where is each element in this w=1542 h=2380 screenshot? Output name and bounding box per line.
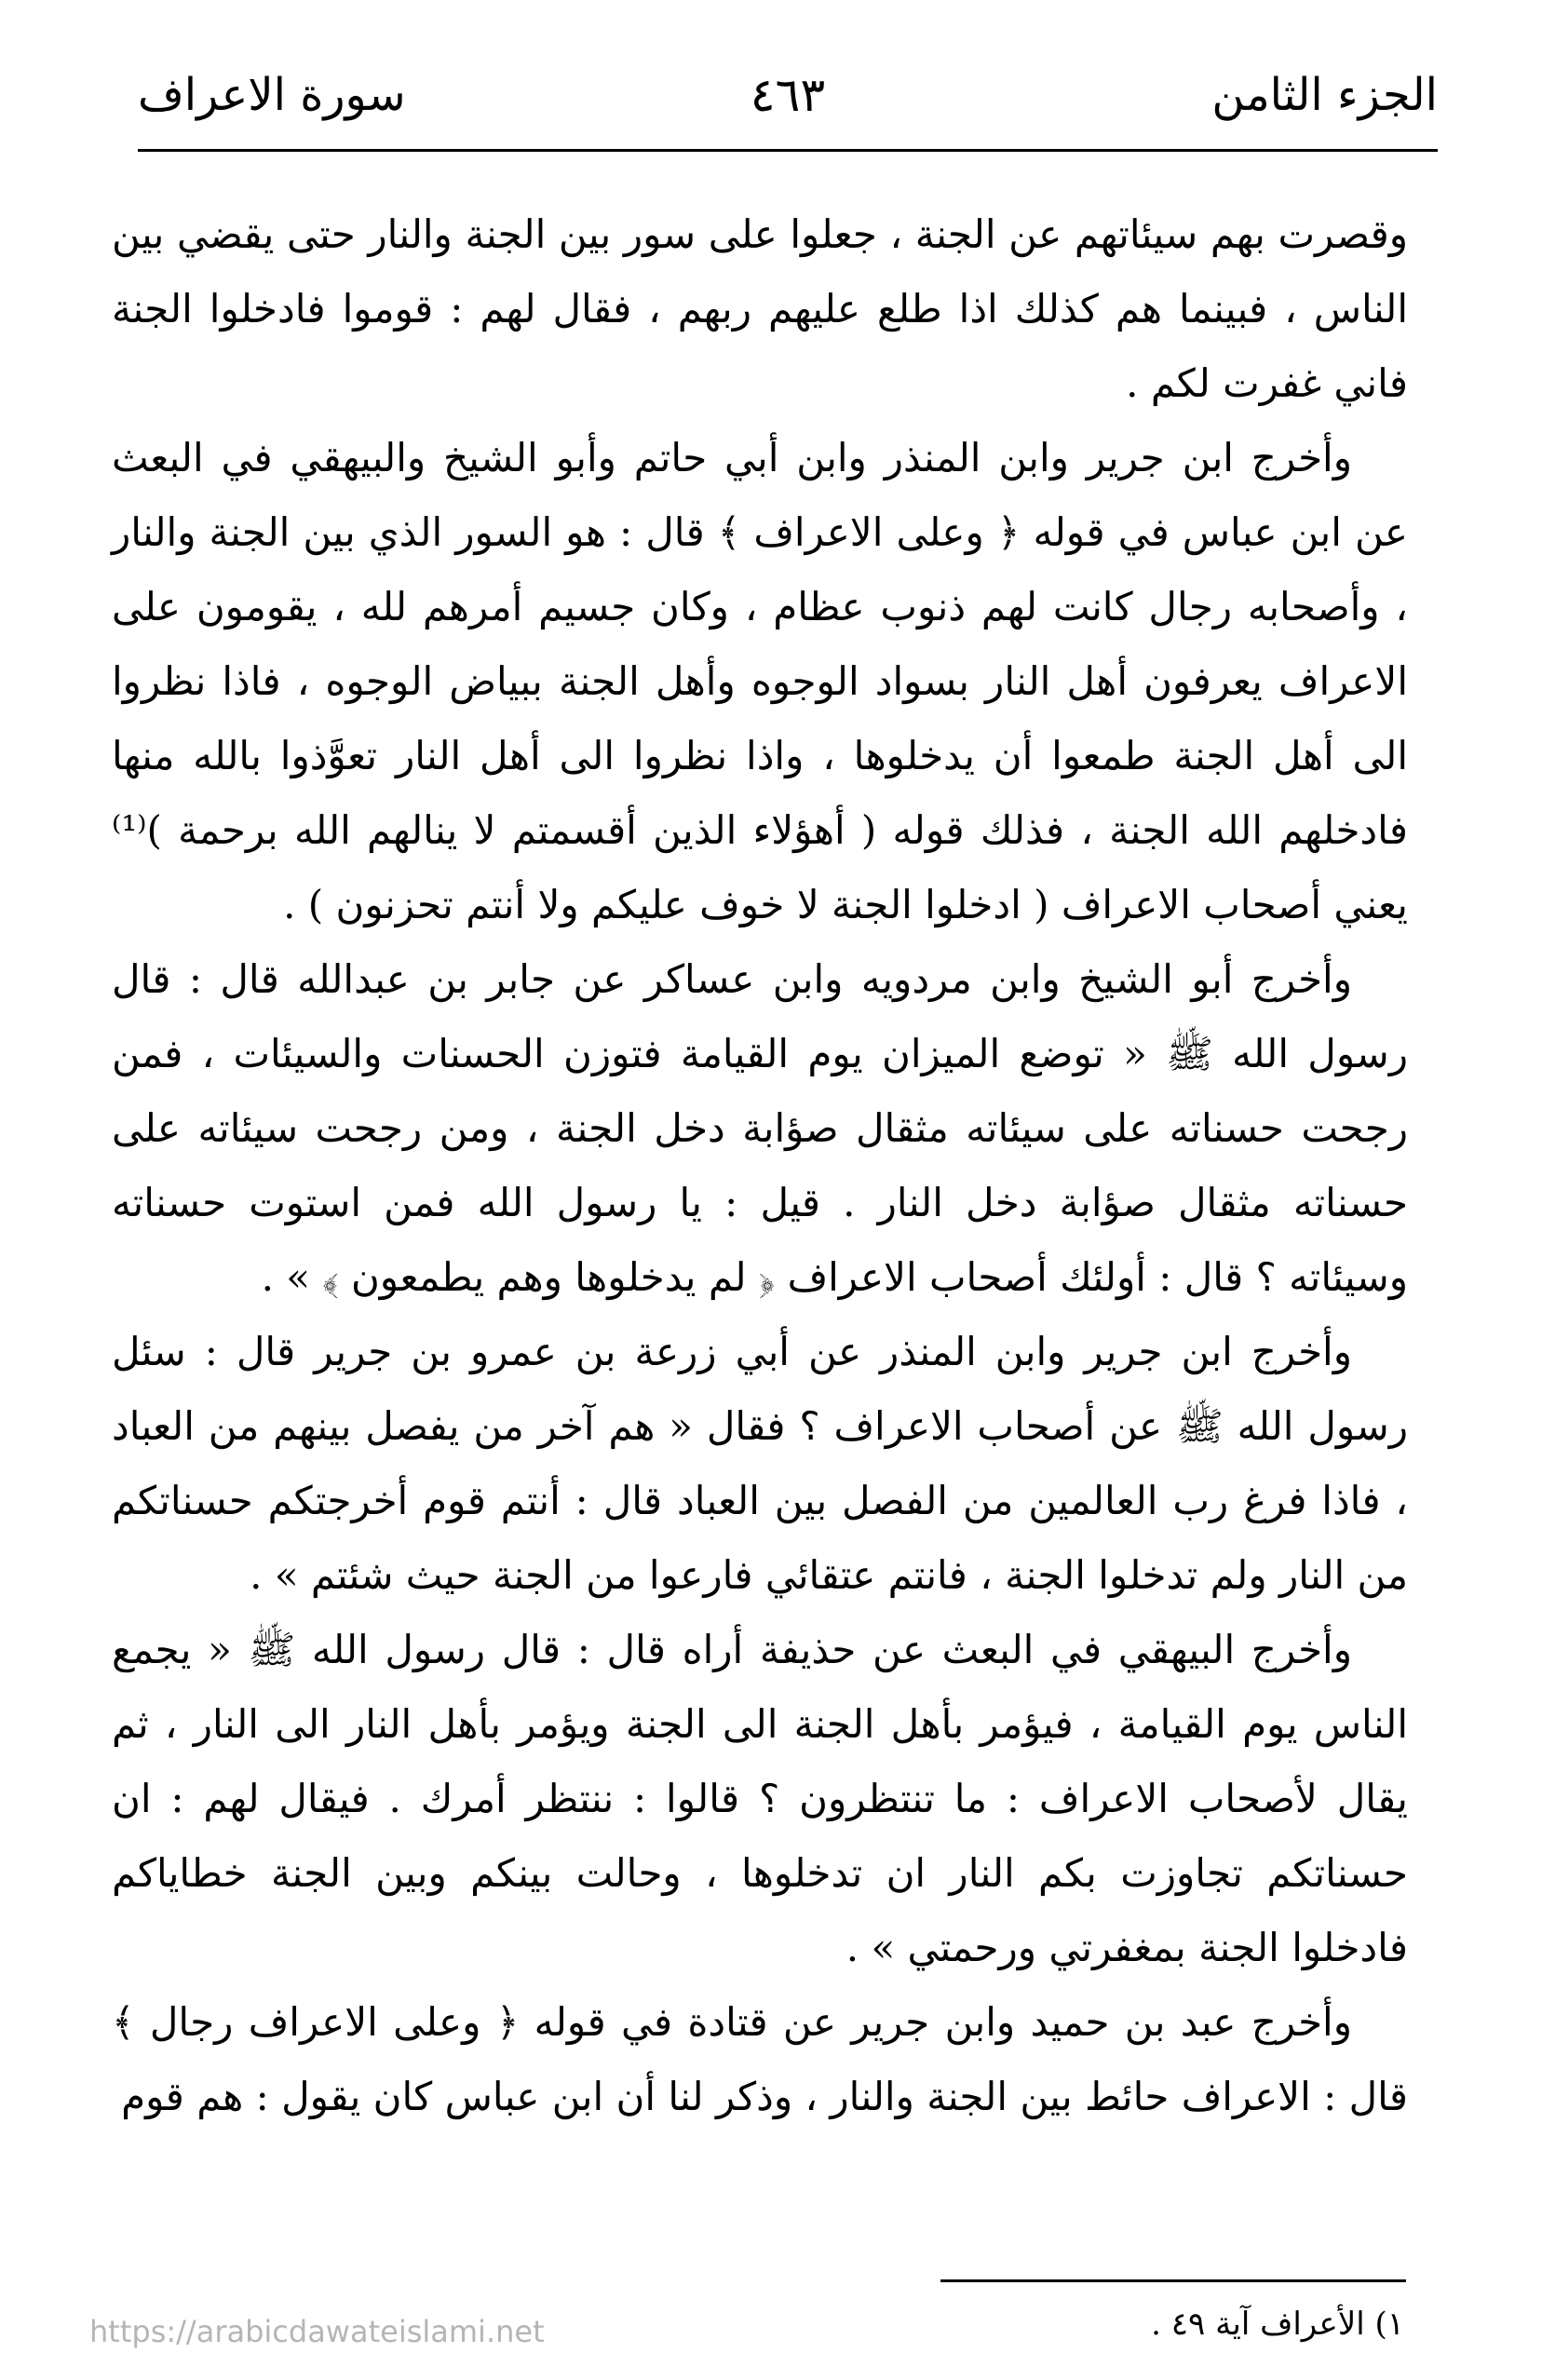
part-title: الجزء الثامن bbox=[1211, 69, 1438, 121]
paragraph: وأخرج عبد بن حميد وابن جرير عن قتادة في قوله ﴿ وعلى الاعراف رجال ﴾ قال : الاعراف حائط بين الجنة والنار ، وذكر لنا أن ابن عباس كان يقول : هم قوم bbox=[112, 1999, 1408, 2119]
paragraph: وأخرج ابن جرير وابن المنذر عن أبي زرعة بن عمرو بن جرير قال : سئل رسول الله ﷺ عن أصحاب الاعراف ؟ فقال « هم آخر من يفصل بينهم من العباد ، فاذا فرغ رب العالمين من الفصل بين العباد قال : أنتم قوم أخرجتكم حسناتكم من النار ولم تدخلوا الجنة ، فانتم عتقائي فارعوا من الجنة حيث شئتم » . bbox=[112, 1329, 1408, 1598]
page-number: ٤٦٣ bbox=[750, 68, 826, 122]
header-divider bbox=[138, 149, 1438, 152]
paragraph: وأخرج ابن جرير وابن المنذر وابن أبي حاتم وأبو الشيخ والبيهقي في البعث عن ابن عباس في قوله ﴿ وعلى الاعراف ﴾ قال : هو السور الذي بين الجنة والنار ، وأصحابه رجال كانت لهم ذنوب عظام ، وكان جسيم أمرهم لله ، يقومون على الاعراف يعرفون أهل النار بسواد الوجوه وأهل الجنة ببياض الوجوه ، فاذا نظروا الى أهل الجنة طمعوا أن يدخلوها ، واذا نظروا الى أهل النار تعوَّذوا بالله منها فادخلهم الله الجنة ، فذلك قوله ( أهؤلاء الذين أقسمتم لا ينالهم الله برحمة )⁽¹⁾ يعني أصحاب الاعراف ( ادخلوا الجنة لا خوف عليكم ولا أنتم تحزنون ) . bbox=[112, 435, 1408, 927]
page-header bbox=[138, 58, 1438, 132]
footnote-divider bbox=[940, 2279, 1406, 2282]
paragraph: وقصرت بهم سيئاتهم عن الجنة ، جعلوا على سور بين الجنة والنار حتى يقضي بين الناس ، فبينما هم كذلك اذا طلع عليهم ربهم ، فقال لهم : قوموا فادخلوا الجنة فاني غفرت لكم . bbox=[112, 211, 1408, 406]
paragraph: وأخرج البيهقي في البعث عن حذيفة أراه قال : قال رسول الله ﷺ « يجمع الناس يوم القيامة ، فيؤمر بأهل الجنة الى الجنة ويؤمر بأهل النار الى النار ، ثم يقال لأصحاب الاعراف : ما تنتظرون ؟ قالوا : ننتظر أمرك . فيقال لهم : ان حسناتكم تجاوزت بكم النار ان تدخلوها ، وحالت بينكم وبين الجنة خطاياكم فادخلوا الجنة بمغفرتي ورحمتي » . bbox=[112, 1627, 1408, 1970]
surah-title: سورة الاعراف bbox=[138, 69, 406, 121]
main-text bbox=[112, 197, 1408, 2134]
paragraph: وأخرج أبو الشيخ وابن مردويه وابن عساكر عن جابر بن عبدالله قال : قال رسول الله ﷺ « توضع الميزان يوم القيامة فتوزن الحسنات والسيئات ، فمن رجحت حسناته على سيئاته مثقال صؤابة دخل الجنة ، ومن رجحت سيئاته على حسناته مثقال صؤابة دخل النار . قيل : يا رسول الله فمن استوت حسناته وسيئاته ؟ قال : أولئك أصحاب الاعراف ﴿ لم يدخلوها وهم يطمعون ﴾ » . bbox=[112, 956, 1408, 1300]
watermark-url: https://arabicdawateislami.net bbox=[89, 2314, 545, 2349]
footnote: ١) الأعراف آية ٤٩ . bbox=[1151, 2306, 1404, 2343]
